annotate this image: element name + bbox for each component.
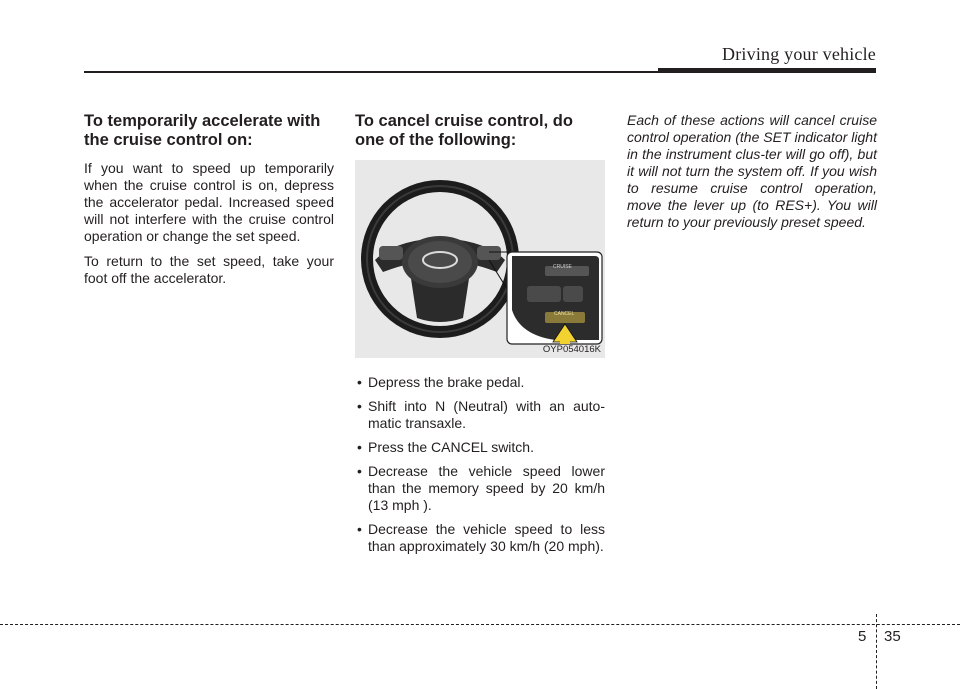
column-note	[627, 112, 877, 239]
column-cancel	[355, 112, 605, 562]
steering-wheel-figure	[355, 160, 605, 358]
heading-cancel: To cancel cruise control, do one of the following:	[355, 112, 573, 149]
page-number: 35	[884, 628, 901, 645]
note-paragraph: Each of these actions will cancel cruise control operation (the SET indicator light in the instrument clus-ter will go off), but it will not turn the system off. If you wish to resume cruise control operation, move the lever up (to RES+). You will return to your previously preset speed.	[627, 112, 877, 230]
list-item: • Depress the brake pedal.	[355, 374, 605, 391]
list-item: • Decrease the vehicle speed to less than approximately 30 km/h (20 mph).	[355, 521, 605, 555]
footer-rule	[0, 624, 960, 625]
list-item: • Press the CANCEL switch.	[355, 439, 605, 456]
figure-code: OYP054016K	[542, 344, 601, 355]
header-rule-thick	[658, 68, 876, 73]
footer-divider	[876, 614, 877, 689]
chapter-number: 5	[858, 628, 867, 645]
list-item: • Shift into N (Neutral) with an auto-matic transaxle.	[355, 398, 605, 432]
inset-label-cancel: CANCEL	[554, 311, 575, 317]
steering-wheel-illustration	[355, 160, 605, 358]
paragraph-accelerate-1: If you want to speed up temporarily when the cruise control is on, depress the accelerator pedal. Increased speed will not interfere with the cruise control operation or change the set speed.	[84, 160, 334, 244]
paragraph-accelerate-2: To return to the set speed, take your foot off the accelerator.	[84, 253, 334, 286]
header-rule-thin	[84, 71, 658, 73]
heading-accelerate: To temporarily accelerate with the cruise control on:	[84, 112, 321, 149]
list-item: • Decrease the vehicle speed lower than the memory speed by 20 km/h (13 mph ).	[355, 463, 605, 514]
section-title: Driving your vehicle	[722, 44, 876, 64]
inset-label-cruise: CRUISE	[553, 264, 572, 270]
cancel-methods-list	[355, 374, 605, 555]
column-accelerate	[84, 112, 334, 295]
